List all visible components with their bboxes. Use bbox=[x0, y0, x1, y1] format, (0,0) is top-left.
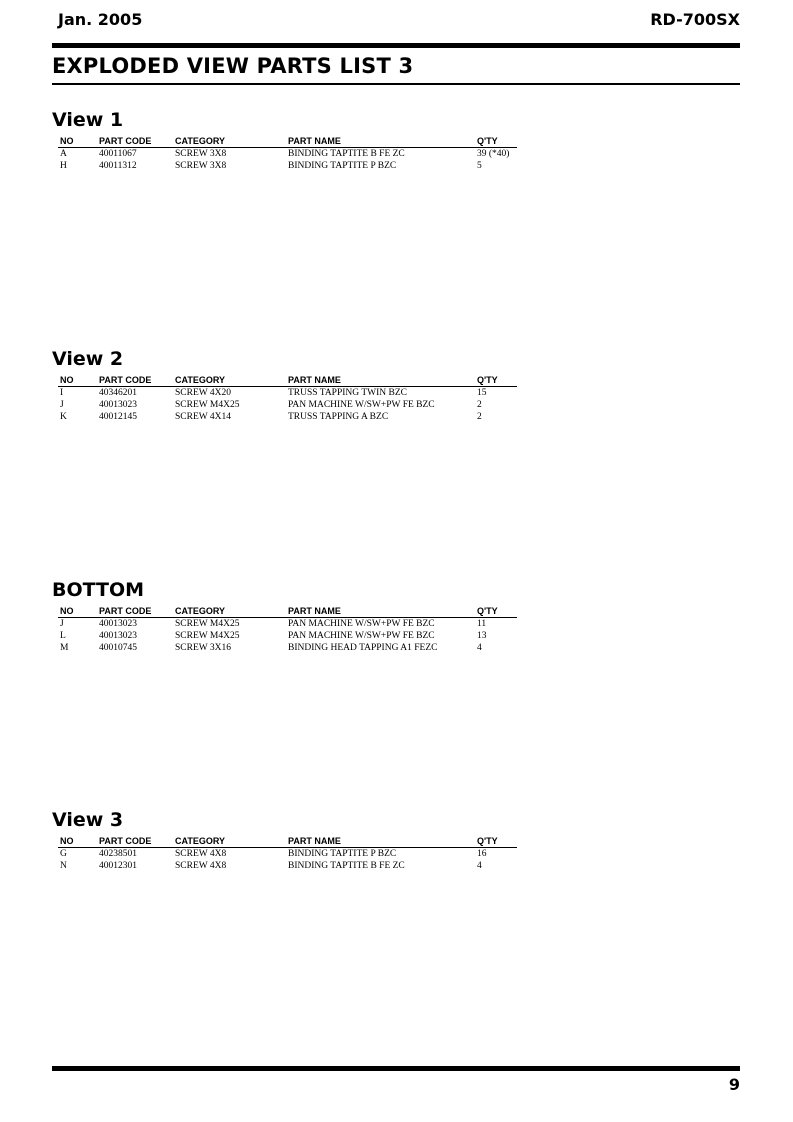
cell-no: N bbox=[60, 861, 67, 871]
cell-part-code: 40238501 bbox=[99, 849, 137, 859]
cell-part-name: BINDING TAPTITE P BZC bbox=[288, 161, 397, 171]
cell-part-code: 40011067 bbox=[99, 149, 137, 159]
table-header-row bbox=[58, 836, 517, 848]
cell-category: SCREW 3X16 bbox=[175, 643, 232, 653]
table-row bbox=[58, 399, 517, 411]
cell-qty: 39 (*40) bbox=[477, 149, 510, 159]
table-header-row bbox=[58, 606, 517, 618]
column-header-no: NO bbox=[58, 136, 99, 148]
cell-part-name: PAN MACHINE W/SW+PW FE BZC bbox=[288, 619, 435, 629]
cell-part-name: PAN MACHINE W/SW+PW FE BZC bbox=[288, 631, 435, 641]
cell-part-code: 40010745 bbox=[99, 643, 137, 653]
cell-part-name: BINDING TAPTITE B FE ZC bbox=[288, 861, 405, 871]
table-row bbox=[58, 860, 517, 872]
parts-table bbox=[58, 836, 517, 872]
cell-qty: 4 bbox=[477, 643, 482, 653]
table-row bbox=[58, 160, 517, 172]
cell-category: SCREW 4X14 bbox=[175, 412, 232, 422]
cell-no: G bbox=[60, 849, 67, 859]
cell-category: SCREW M4X25 bbox=[175, 631, 240, 641]
table-row bbox=[58, 148, 517, 161]
section-title: View 2 bbox=[52, 348, 124, 370]
column-header-no: NO bbox=[58, 606, 99, 618]
page-title: EXPLODED VIEW PARTS LIST 3 bbox=[52, 54, 414, 78]
section-title: View 3 bbox=[52, 809, 124, 831]
cell-category: SCREW 3X8 bbox=[175, 149, 227, 159]
column-header-part-name: PART NAME bbox=[288, 375, 477, 387]
title-rule bbox=[52, 83, 740, 85]
cell-no: M bbox=[60, 643, 69, 653]
cell-qty: 11 bbox=[477, 619, 487, 629]
cell-no: I bbox=[60, 388, 64, 398]
column-header-part-code: PART CODE bbox=[99, 836, 175, 848]
section-title: View 1 bbox=[52, 109, 124, 131]
footer-rule bbox=[52, 1066, 740, 1071]
parts-table bbox=[58, 606, 517, 654]
column-header-category: CATEGORY bbox=[175, 375, 288, 387]
cell-qty: 15 bbox=[477, 388, 487, 398]
parts-section-view-1 bbox=[52, 107, 517, 172]
column-header-part-name: PART NAME bbox=[288, 606, 477, 618]
cell-category: SCREW M4X25 bbox=[175, 619, 240, 629]
cell-part-name: TRUSS TAPPING TWIN BZC bbox=[288, 388, 407, 398]
parts-section-bottom bbox=[52, 577, 517, 654]
table-row bbox=[58, 387, 517, 400]
column-header-qty: Q'TY bbox=[477, 136, 517, 148]
cell-part-name: BINDING TAPTITE P BZC bbox=[288, 849, 397, 859]
column-header-part-name: PART NAME bbox=[288, 836, 477, 848]
cell-category: SCREW 3X8 bbox=[175, 161, 227, 171]
cell-part-code: 40346201 bbox=[99, 388, 137, 398]
table-row bbox=[58, 630, 517, 642]
parts-table bbox=[58, 375, 517, 423]
parts-section-view-3 bbox=[52, 807, 517, 872]
cell-qty: 16 bbox=[477, 849, 487, 859]
column-header-part-code: PART CODE bbox=[99, 375, 175, 387]
cell-qty: 2 bbox=[477, 400, 482, 410]
cell-no: J bbox=[60, 400, 64, 410]
cell-no: J bbox=[60, 619, 64, 629]
cell-part-name: TRUSS TAPPING A BZC bbox=[288, 412, 389, 422]
page-number: 9 bbox=[728, 1075, 740, 1094]
column-header-qty: Q'TY bbox=[477, 606, 517, 618]
header-rule bbox=[52, 43, 740, 48]
cell-qty: 4 bbox=[477, 861, 482, 871]
cell-part-name: BINDING TAPTITE B FE ZC bbox=[288, 149, 405, 159]
section-title: BOTTOM bbox=[52, 579, 145, 601]
header-date: Jan. 2005 bbox=[58, 10, 143, 29]
column-header-part-name: PART NAME bbox=[288, 136, 477, 148]
column-header-part-code: PART CODE bbox=[99, 606, 175, 618]
cell-no: K bbox=[60, 412, 67, 422]
cell-part-name: PAN MACHINE W/SW+PW FE BZC bbox=[288, 400, 435, 410]
cell-part-code: 40012145 bbox=[99, 412, 137, 422]
column-header-no: NO bbox=[58, 375, 99, 387]
column-header-no: NO bbox=[58, 836, 99, 848]
column-header-category: CATEGORY bbox=[175, 836, 288, 848]
cell-category: SCREW 4X8 bbox=[175, 849, 227, 859]
cell-qty: 5 bbox=[477, 161, 482, 171]
column-header-qty: Q'TY bbox=[477, 375, 517, 387]
cell-no: H bbox=[60, 161, 67, 171]
parts-section-view-2 bbox=[52, 346, 517, 423]
cell-category: SCREW M4X25 bbox=[175, 400, 240, 410]
cell-qty: 13 bbox=[477, 631, 487, 641]
table-row bbox=[58, 848, 517, 861]
cell-part-code: 40013023 bbox=[99, 400, 137, 410]
cell-part-name: BINDING HEAD TAPPING A1 FEZC bbox=[288, 643, 438, 653]
parts-table bbox=[58, 136, 517, 172]
cell-part-code: 40012301 bbox=[99, 861, 137, 871]
table-row bbox=[58, 642, 517, 654]
cell-no: L bbox=[60, 631, 66, 641]
table-header-row bbox=[58, 375, 517, 387]
cell-qty: 2 bbox=[477, 412, 482, 422]
cell-no: A bbox=[60, 149, 67, 159]
cell-part-code: 40013023 bbox=[99, 619, 137, 629]
cell-category: SCREW 4X20 bbox=[175, 388, 232, 398]
header-model: RD-700SX bbox=[650, 10, 740, 29]
column-header-category: CATEGORY bbox=[175, 606, 288, 618]
table-header-row bbox=[58, 136, 517, 148]
cell-part-code: 40013023 bbox=[99, 631, 137, 641]
column-header-qty: Q'TY bbox=[477, 836, 517, 848]
column-header-part-code: PART CODE bbox=[99, 136, 175, 148]
cell-category: SCREW 4X8 bbox=[175, 861, 227, 871]
table-row bbox=[58, 411, 517, 423]
cell-part-code: 40011312 bbox=[99, 161, 137, 171]
column-header-category: CATEGORY bbox=[175, 136, 288, 148]
table-row bbox=[58, 618, 517, 631]
